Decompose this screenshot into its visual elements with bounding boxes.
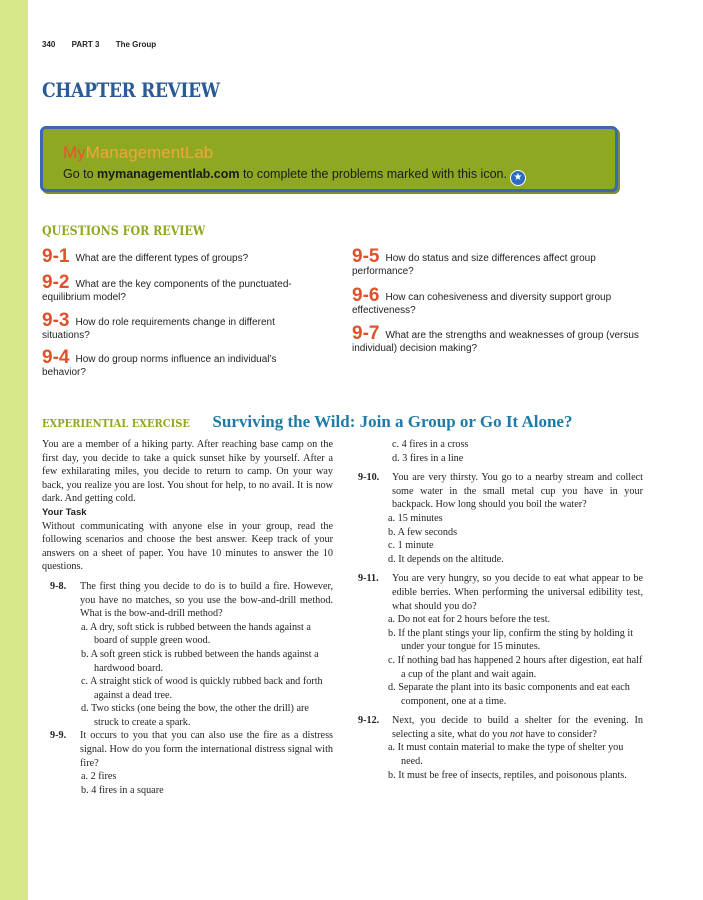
exercise-subtitle: Surviving the Wild: Join a Group or Go It Alone?: [212, 412, 573, 431]
question-text: You are very hungry, so you decide to eat what appear to be edible berries. When performing the universal edibility test, what should you do?: [392, 573, 643, 612]
option-b: b. A few seconds: [388, 526, 458, 538]
running-head: [42, 40, 170, 49]
question-9-4: [42, 347, 322, 379]
question-9-3: [42, 310, 322, 342]
question-number: 9-6: [352, 285, 380, 306]
mml-text-post: to complete the problems marked with this icon.: [239, 167, 507, 181]
question-text: It occurs to you that you can also use the fire as a distress signal. How do you form the international distress signal with fire?: [80, 730, 333, 769]
question-text: How do role requirements change in different situations?: [42, 317, 275, 341]
question-number: 9-3: [42, 310, 70, 331]
task-heading: Your Task: [42, 506, 87, 518]
question-text-emphasis: not: [509, 728, 524, 740]
option-b: b. If the plant stings your lip, confirm the sting by holding it under your tongue for 15 minutes.: [388, 627, 634, 653]
question-number: 9-8.: [50, 580, 67, 592]
question-9-11: [358, 572, 643, 613]
question-9-12: [358, 714, 643, 741]
option-c: c. If nothing bad has happened 2 hours after digestion, eat half a cup of the plant and wait again.: [388, 654, 643, 680]
option-b: b. A soft green stick is rubbed between the hands against a hardwood board.: [81, 648, 319, 674]
question-9-5: [352, 246, 648, 278]
logo-management-lab: ManagementLab: [85, 143, 214, 162]
option-d: d. 3 fires in a line: [392, 452, 464, 464]
option-a: a. Do not eat for 2 hours before the test.: [388, 614, 551, 626]
exercise-heading: EXPERIENTIAL EXERCISE: [42, 417, 190, 430]
left-margin-bar: [0, 0, 28, 900]
question-9-9: [42, 729, 333, 770]
task-text: Without communicating with anyone else in your group, read the following scenarios and choose the best answer. Keep track of your answers on a sheet of paper. You have 10 minutes to answer the 10 questions.: [42, 520, 333, 573]
part-title: The Group: [115, 40, 157, 49]
exercise-heading-row: [42, 412, 572, 432]
chapter-title: CHAPTER REVIEW: [42, 78, 220, 102]
exercise-intro: You are a member of a hiking party. After reaching base camp on the first day, you decide to take a quick sunset hike by yourself. After a few exhilarating miles, you decide to return to camp. On your way back, you realize you are lost. You shout for help, to no avail. It is now dark. And getting cold.: [42, 439, 333, 505]
page-number: 340: [42, 40, 56, 49]
exercise-left-column: [42, 438, 333, 797]
mml-link[interactable]: mymanagementlab.com: [97, 167, 240, 181]
mymanagementlab-banner: [40, 126, 618, 192]
option-c: c. 4 fires in a cross: [392, 439, 469, 450]
question-number: 9-10.: [358, 472, 380, 484]
question-number: 9-2: [42, 272, 70, 293]
option-b: b. 4 fires in a square: [81, 784, 164, 796]
question-number: 9-5: [352, 246, 380, 267]
option-d: d. Two sticks (one being the bow, the other the drill) are struck to create a spark.: [81, 703, 309, 728]
question-text: The first thing you decide to do is to build a fire. However, you have no matches, so you use the bow-and-drill method. What is the bow-and-drill method?: [80, 580, 333, 620]
question-9-7: [352, 323, 648, 355]
mml-text-pre: Go to: [63, 167, 98, 181]
question-number: 9-11.: [358, 573, 379, 585]
question-text: How can cohesiveness and diversity support group effectiveness?: [352, 292, 612, 316]
mymanagementlab-logo: [63, 143, 213, 163]
question-text: How do group norms influence an individual’s behavior?: [42, 354, 277, 378]
option-a: a. 15 minutes: [388, 512, 443, 524]
question-text: What are the different types of groups?: [75, 253, 249, 264]
question-number: 9-1: [42, 246, 70, 267]
question-text-pre: Next, you decide to build a shelter for the evening. In selecting a site, what do you: [392, 715, 643, 740]
question-text: What are the strengths and weaknesses of group (versus individual) decision making?: [352, 330, 639, 354]
question-number: 9-4: [42, 347, 70, 368]
mml-instruction: [63, 167, 526, 186]
option-a: a. It must contain material to make the type of shelter you need.: [388, 742, 624, 768]
question-9-2: [42, 272, 302, 304]
questions-heading: QUESTIONS FOR REVIEW: [42, 224, 206, 239]
question-9-6: [352, 285, 642, 317]
option-d: d. It depends on the altitude.: [388, 553, 504, 565]
option-d: d. Separate the plant into its basic components and eat each component, one at a time.: [388, 682, 630, 707]
question-text: [392, 714, 643, 741]
question-9-8: [42, 580, 333, 621]
part-label: PART 3: [71, 40, 100, 49]
option-b: b. It must be free of insects, reptiles, and poisonous plants.: [388, 769, 627, 781]
exercise-right-column: [358, 438, 643, 782]
option-c: c. 1 minute: [388, 540, 434, 552]
option-c: c. A straight stick of wood is quickly rubbed back and forth against a dead tree.: [81, 676, 323, 701]
question-9-10: [358, 471, 643, 512]
question-number: 9-12.: [358, 715, 380, 727]
question-number: 9-9.: [50, 730, 67, 742]
question-text-post: have to consider?: [523, 728, 597, 740]
question-number: 9-7: [352, 323, 380, 344]
question-text: How do status and size differences affect group performance?: [352, 253, 596, 277]
star-icon: ★: [510, 170, 526, 186]
question-text: What are the key components of the punctuated-equilibrium model?: [42, 279, 292, 303]
question-text: You are very thirsty. You go to a nearby stream and collect some water in the small metal cup you have in your backpack. How long should you boil the water?: [392, 472, 643, 511]
option-a: a. 2 fires: [81, 771, 117, 783]
logo-my: My: [63, 143, 86, 162]
option-a: a. A dry, soft stick is rubbed between the hands against a board of supple green wood.: [81, 621, 311, 647]
question-9-1: [42, 246, 322, 267]
